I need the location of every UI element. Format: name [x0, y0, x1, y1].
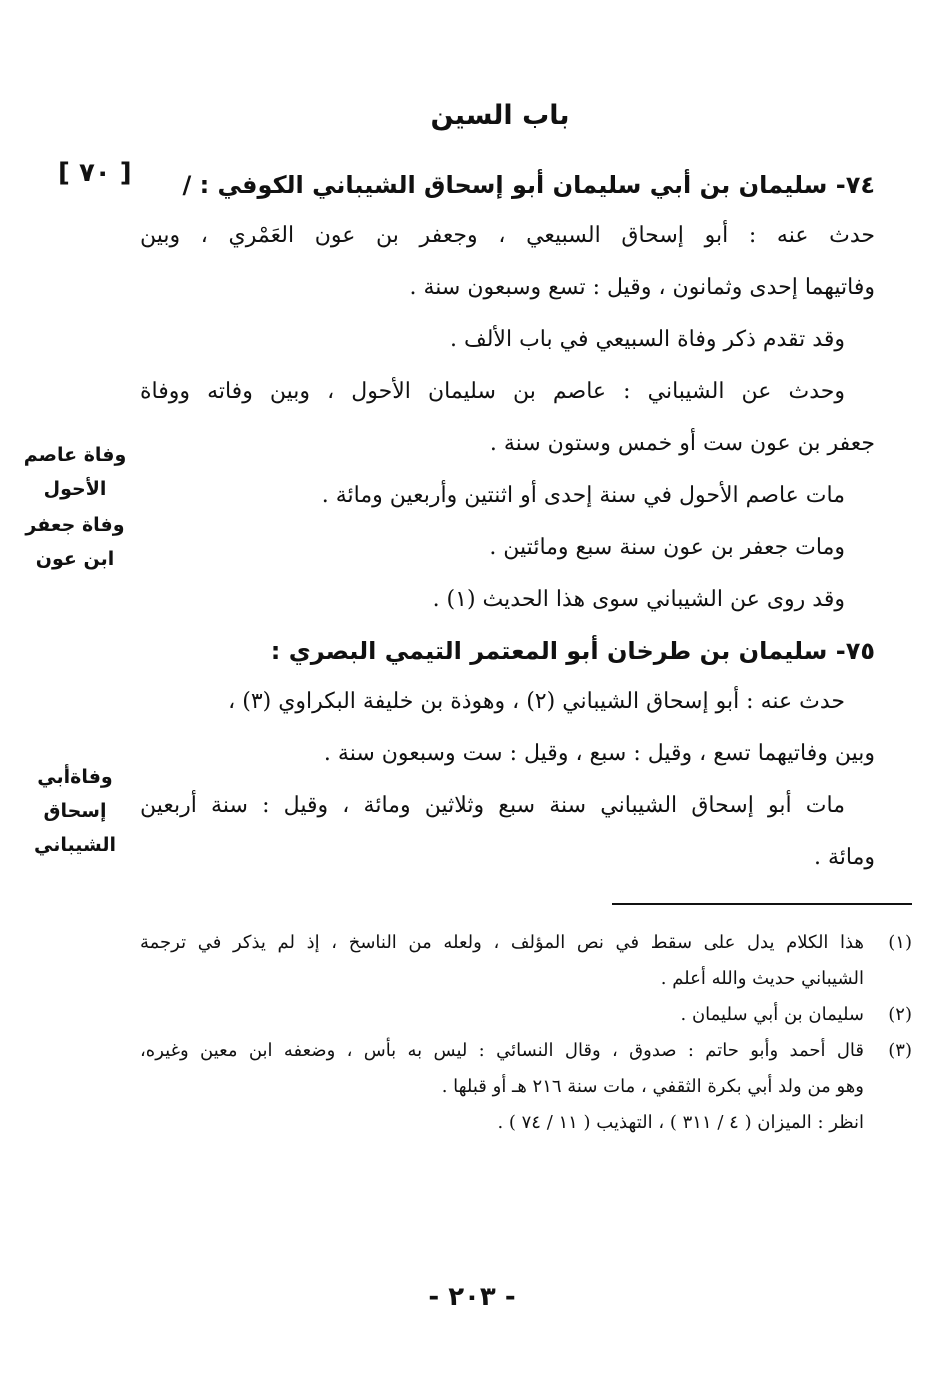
footnote-1 — [140, 925, 912, 997]
margin-note-jafar: وفاة جعفر ابن عون — [25, 514, 125, 570]
text-line: مات أبو إسحاق الشيباني سنة سبع وثلاثين ومائة ، وقيل : سنة أربعين — [140, 793, 845, 818]
text-line: وقد روى عن الشيباني سوى هذا الحديث (١) . — [432, 587, 845, 612]
text-line: جعفر بن عون ست أو خمس وستون سنة . — [489, 431, 875, 456]
footnote-line: قال أحمد وأبو حاتم : صدوق ، وقال النسائي : ليس به بأس ، وضعفه ابن معين وغيره، — [140, 1040, 864, 1061]
text-line: حدث عنه : أبو إسحاق السبيعي ، وجعفر بن عون العَمْري ، وبين — [140, 223, 875, 248]
footnote-2 — [140, 997, 912, 1033]
text-line: وفاتيهما إحدى وثمانون ، وقيل : تسع وسبعون سنة . — [409, 275, 875, 300]
footnote-line: سليمان بن أبي سليمان . — [680, 1004, 864, 1025]
main-text — [140, 160, 875, 884]
text-line: مات عاصم الأحول في سنة إحدى أو اثنتين وأربعين ومائة . — [321, 483, 845, 508]
margin-note-shaybani: وفاةأبي إسحاق الشيباني — [34, 766, 116, 856]
section-title: باب السين — [430, 100, 570, 131]
text-line: وقد تقدم ذكر وفاة السبيعي في باب الألف . — [449, 327, 845, 352]
entry-heading-75: ٧٥- سليمان بن طرخان أبو المعتمر التيمي البصري : — [270, 637, 875, 665]
page-number: - ٢٠٣ - — [428, 1282, 516, 1312]
text-line: وحدث عن الشيباني : عاصم بن سليمان الأحول ، وبين وفاته ووفاة — [140, 379, 845, 404]
footnote-line: هذا الكلام يدل على سقط في نص المؤلف ، ولعله من الناسخ ، إذ لم يذكر في ترجمة — [140, 932, 864, 953]
footnote-number: (١) — [888, 932, 912, 953]
footnote-line: انظر : الميزان ( ٤ / ٣١١ ) ، التهذيب ( ١١ / ٧٤ ) . — [497, 1112, 864, 1133]
folio-marker: [ ٧٠ ] — [58, 158, 132, 188]
text-line: ومائة . — [813, 845, 875, 870]
footnote-number: (٣) — [888, 1040, 912, 1061]
margin-note-asim: وفاة عاصم الأحول — [23, 444, 127, 500]
entry-heading-74: ٧٤- سليمان بن أبي سليمان أبو إسحاق الشيباني الكوفي : / — [182, 171, 875, 199]
footnote-number: (٢) — [888, 1004, 912, 1025]
footnote-divider — [612, 903, 912, 905]
footnotes — [140, 925, 912, 1141]
footnote-3 — [140, 1033, 912, 1141]
footnote-line: الشيباني حديث والله أعلم . — [660, 968, 864, 989]
footnote-line: وهو من ولد أبي بكرة الثقفي ، مات سنة ٢١٦ هـ أو قبلها . — [441, 1076, 864, 1097]
text-line: وبين وفاتيهما تسع ، وقيل : سبع ، وقيل : ست وسبعون سنة . — [323, 741, 875, 766]
text-line: ومات جعفر بن عون سنة سبع ومائتين . — [489, 535, 845, 560]
text-line: حدث عنه : أبو إسحاق الشيباني (٢) ، وهوذة بن خليفة البكراوي (٣) ، — [228, 689, 845, 714]
